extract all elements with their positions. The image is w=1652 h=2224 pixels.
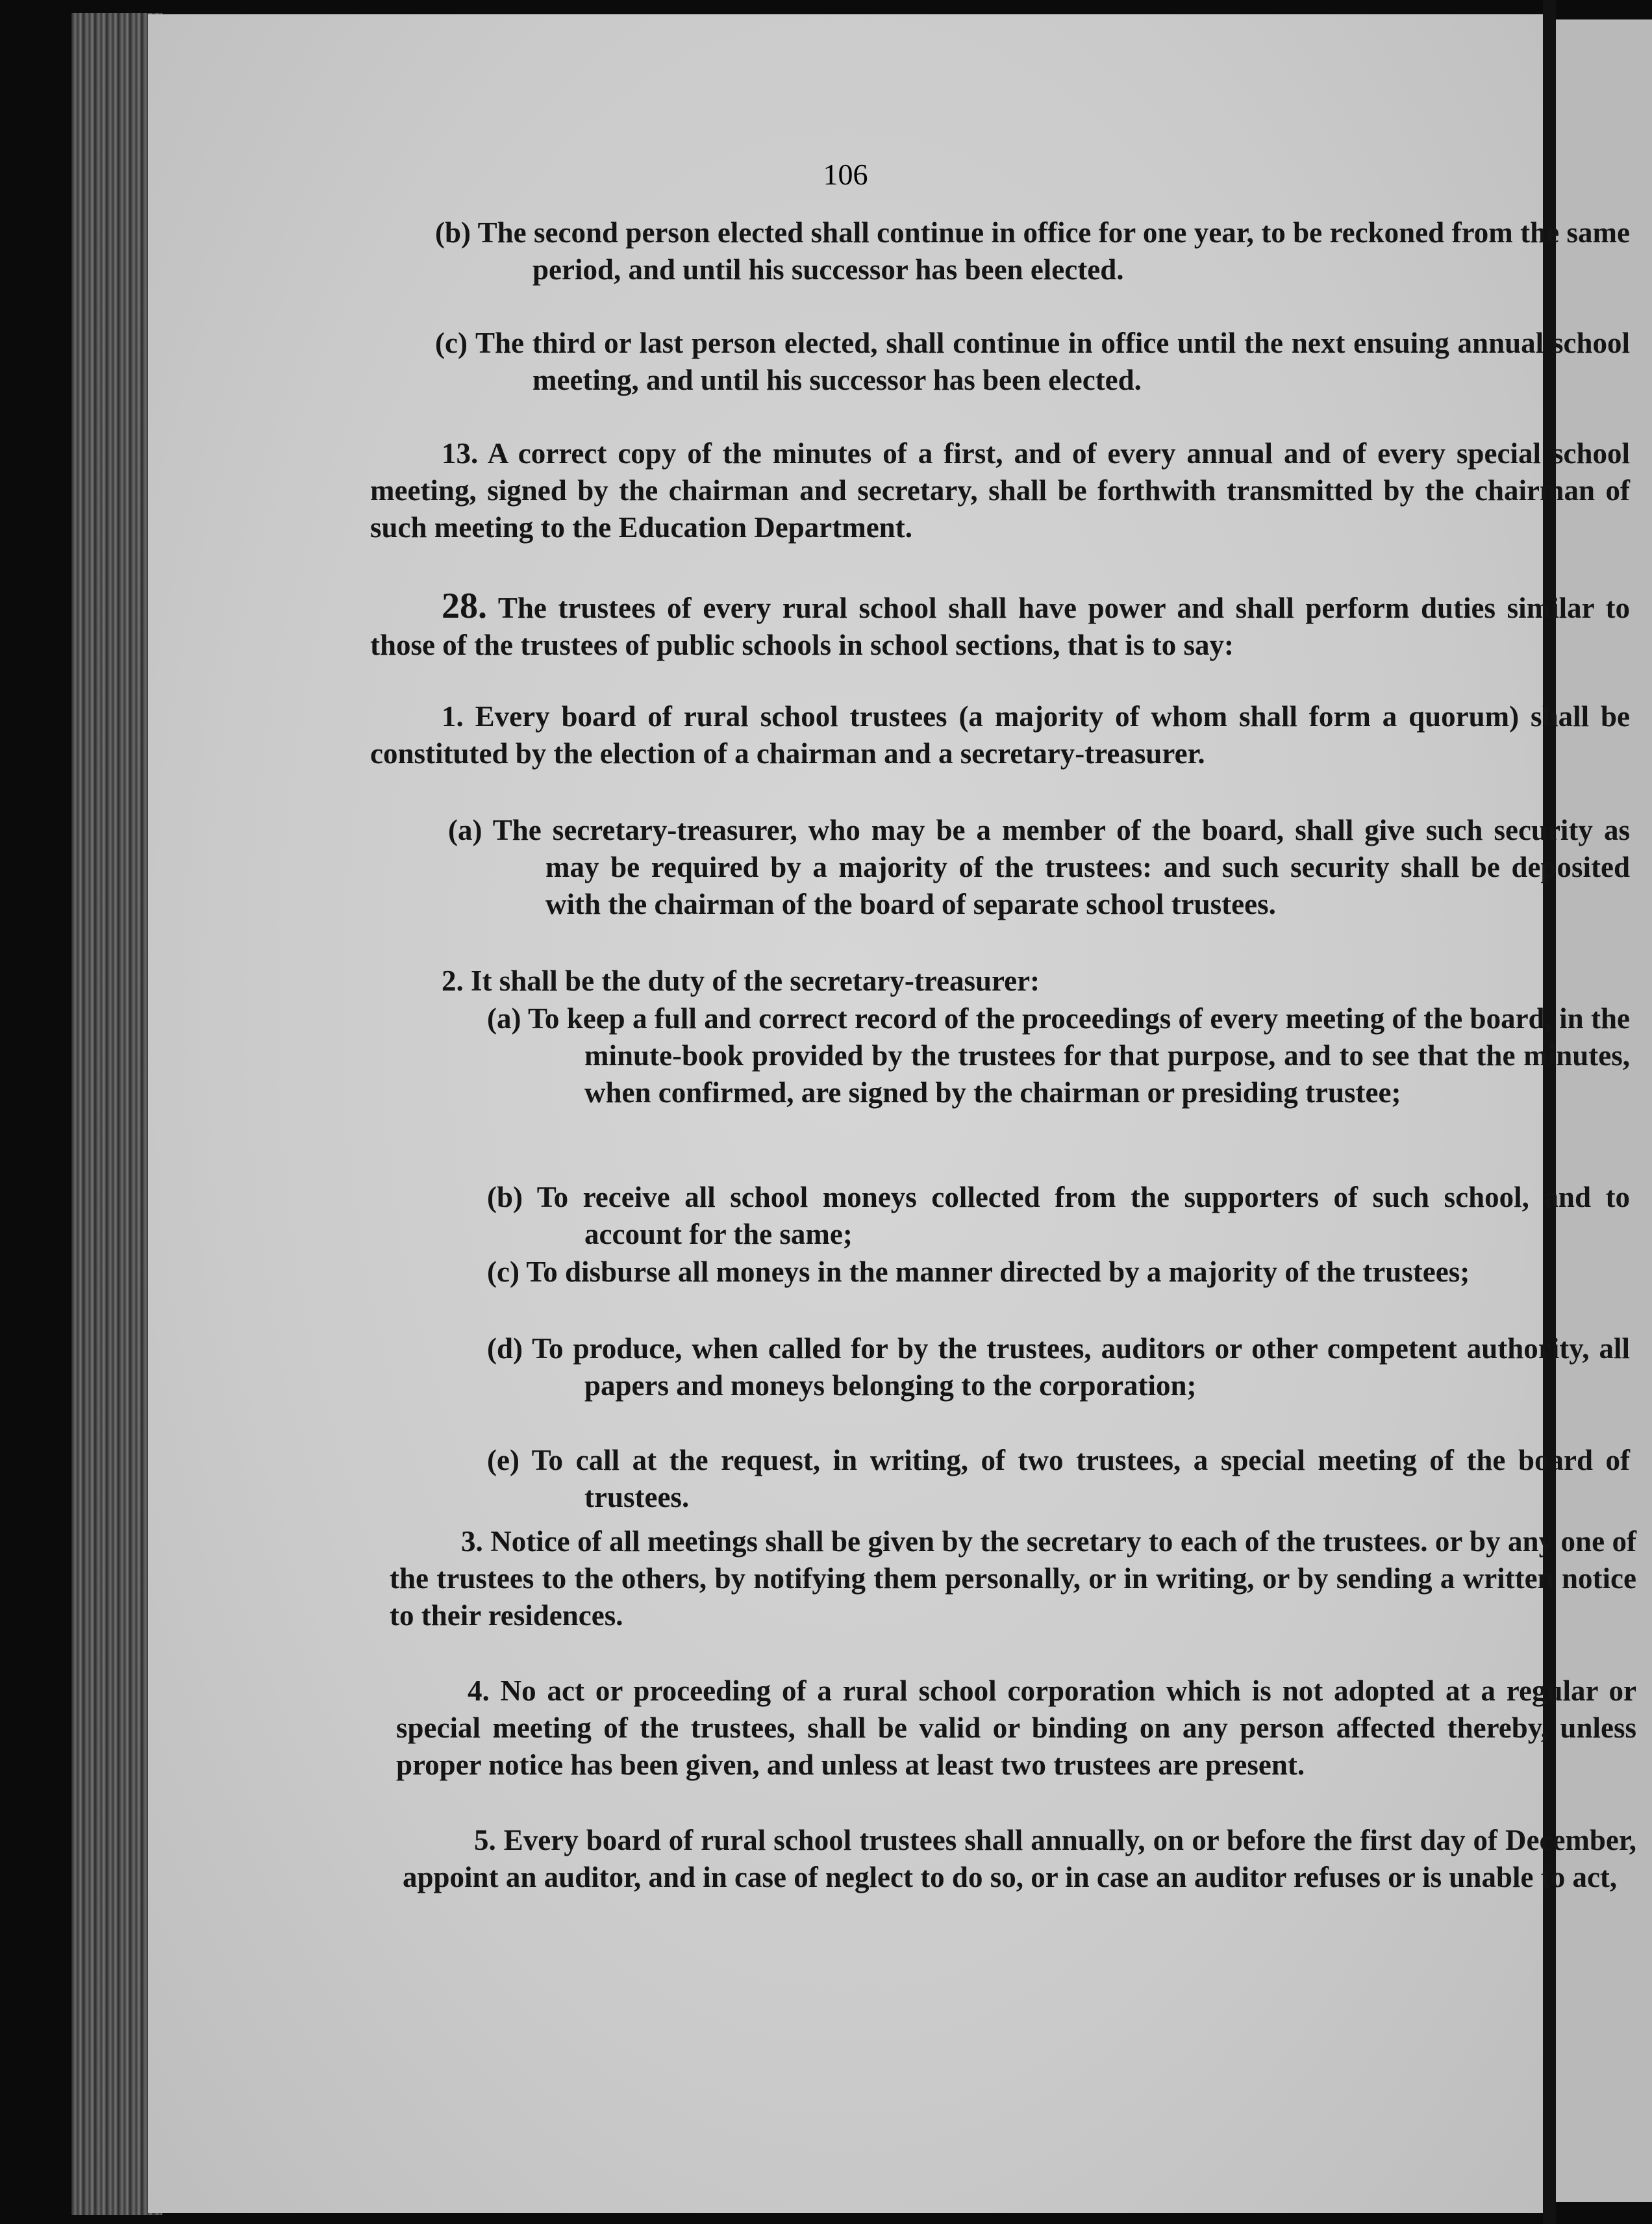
paragraph-2b [487, 1179, 1630, 1253]
paragraph-2c [487, 1254, 1630, 1291]
paragraph-2-text: 2. It shall be the duty of the secretary-treasurer: [442, 965, 1040, 997]
paragraph-1a [448, 812, 1630, 923]
paragraph-1 [370, 698, 1630, 772]
clause-b-text: (b) The second person elected shall continue in office for one year, to be reckoned from the same period, and until his successor has been elected. [435, 216, 1630, 286]
paragraph-2a-text: (a) To keep a full and correct record of the proceedings of every meeting of the board, in the minute-book provided by the trustees for that purpose, and to see that the minutes, when confirmed, are signed by the chairman or presiding trustee; [487, 1002, 1630, 1109]
paragraph-1a-text: (a) The secretary-treasurer, who may be a member of the board, shall give such security as may be required by a majority of the trustees: and such security shall be deposited with the chairman of the board of separate school trustees. [448, 814, 1630, 920]
paragraph-3 [390, 1523, 1636, 1634]
paragraph-2 [442, 963, 1630, 1000]
paragraph-2a [487, 1000, 1630, 1111]
page-number: 106 [823, 158, 868, 191]
paragraph-2d-text: (d) To produce, when called for by the trustees, auditors or other competent authority, all papers and moneys belonging to the corporation; [487, 1332, 1630, 1402]
section-28 [370, 588, 1630, 664]
paragraph-2e [487, 1442, 1630, 1516]
clause-b [435, 214, 1630, 288]
clause-c [435, 325, 1630, 399]
paragraph-13 [370, 435, 1630, 546]
paragraph-2b-text: (b) To receive all school moneys collected from the supporters of such school, and to account for the same; [487, 1181, 1630, 1250]
paragraph-5 [403, 1822, 1636, 1896]
paragraph-2d [487, 1330, 1630, 1404]
paragraph-2c-text: (c) To disburse all moneys in the manner directed by a majority of the trustees; [487, 1256, 1470, 1288]
clause-c-text: (c) The third or last person elected, shall continue in office until the next ensuing annual school meeting, and until his successor has been elected. [435, 327, 1630, 396]
section-28-number: 28. [442, 586, 487, 626]
paragraph-5-text: 5. Every board of rural school trustees shall annually, on or before the first day of December, appoint an auditor, and in case of neglect to do so, or in case an auditor refuses or is unable to act, [403, 1824, 1636, 1893]
paragraph-2e-text: (e) To call at the request, in writing, of two trustees, a special meeting of the board of trustees. [487, 1444, 1630, 1513]
section-28-text: The trustees of every rural school shall have power and shall perform duties similar to those of the trustees of public schools in school sections, that is to say: [370, 592, 1630, 661]
paragraph-13-text: 13. A correct copy of the minutes of a first, and of every annual and of every special school meeting, signed by the chairman and secretary, shall be forthwith transmitted by the chairman of such meeting to the Education Department. [370, 437, 1630, 544]
paragraph-4-text: 4. No act or proceeding of a rural school corporation which is not adopted at a regular or special meeting of the trustees, shall be valid or binding on any person affected thereby, unless proper notice has been given, and unless at least two trustees are present. [396, 1674, 1636, 1781]
paragraph-4 [396, 1673, 1636, 1784]
paragraph-3-text: 3. Notice of all meetings shall be given by the secretary to each of the trustees. or by any one of the trustees to the others, by notifying them personally, or in writing, or by sending a written notice to their residences. [390, 1525, 1636, 1632]
paragraph-1-text: 1. Every board of rural school trustees (a majority of whom shall form a quorum) shall be constituted by the election of a chairman and a secretary-treasurer. [370, 700, 1630, 770]
